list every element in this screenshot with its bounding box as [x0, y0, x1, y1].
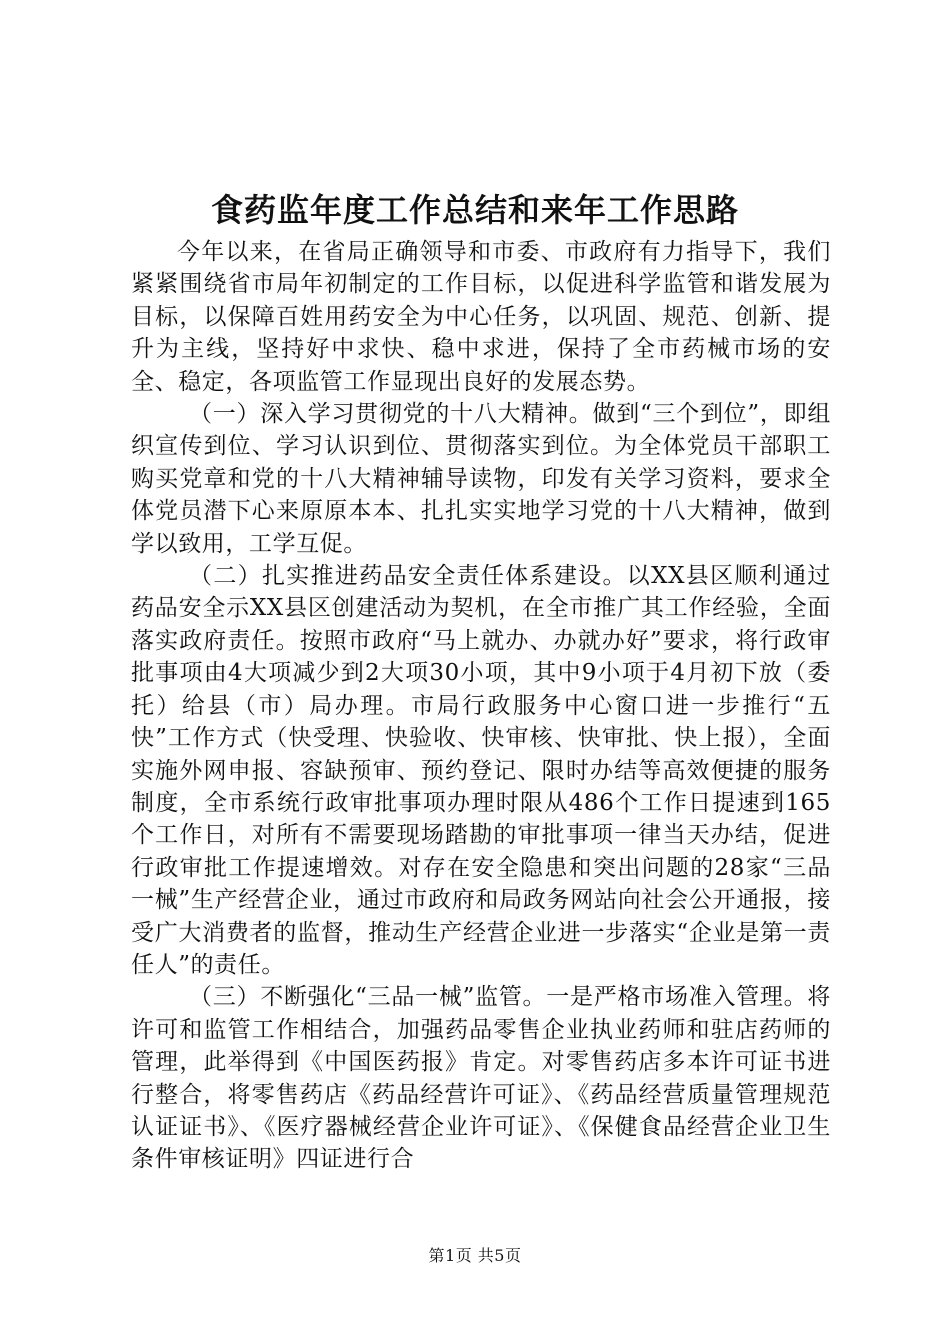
paragraph-intro: 今年以来，在省局正确领导和市委、市政府有力指导下，我们紧紧围绕省市局年初制定的工作目标，以促进科学监管和谐发展为目标，以保障百姓用药安全为中心任务，以巩固、规范、创新、提升为主线，坚持好中求快、稳中求进，保持了全市药械市场的安全、稳定，各项监管工作显现出良好的发展态势。	[131, 239, 831, 395]
page-number-footer: 第1页 共5页	[428, 1246, 522, 1265]
document-title: 食药监年度工作总结和来年工作思路	[210, 191, 739, 229]
document-body	[131, 236, 831, 1176]
paragraph-section-1: （一）深入学习贯彻党的十八大精神。做到“三个到位”，即组织宣传到位、学习认识到位、贯彻落实到位。为全体党员干部职工购买党章和党的十八大精神辅导读物，印发有关学习资料，要求全体党员潜下心来原原本本、扎扎实实地学习党的十八大精神，做到学以致用，工学互促。	[131, 401, 831, 557]
paragraph-section-2: （二）扎实推进药品安全责任体系建设。以XX县区顺利通过药品安全示XX县区创建活动为契机，在全市推广其工作经验，全面落实政府责任。按照市政府“马上就办、办就办好”要求，将行政审批事项由4大项减少到2大项30小项，其中9小项于4月初下放（委托）给县（市）局办理。市局行政服务中心窗口进一步推行“五快”工作方式（快受理、快验收、快审核、快审批、快上报），全面实施外网申报、容缺预审、预约登记、限时办结等高效便捷的服务制度，全市系统行政审批事项办理时限从486个工作日提速到165个工作日，对所有不需要现场踏勘的审批事项一律当天办结，促进行政审批工作提速增效。对存在安全隐患和突出问题的28家“三品一械”生产经营企业，通过市政府和局政务网站向社会公开通报，接受广大消费者的监督，推动生产经营企业进一步落实“企业是第一责任人”的责任。	[131, 563, 831, 978]
paragraph-section-3: （三）不断强化“三品一械”监管。一是严格市场准入管理。将许可和监管工作相结合，加强药品零售企业执业药师和驻店药师的管理，此举得到《中国医药报》肯定。对零售药店多本许可证书进行整合，将零售药店《药品经营许可证》、《药品经营质量管理规范认证证书》、《医疗器械经营企业许可证》、《保健食品经营企业卫生条件审核证明》四证进行合	[131, 984, 831, 1173]
